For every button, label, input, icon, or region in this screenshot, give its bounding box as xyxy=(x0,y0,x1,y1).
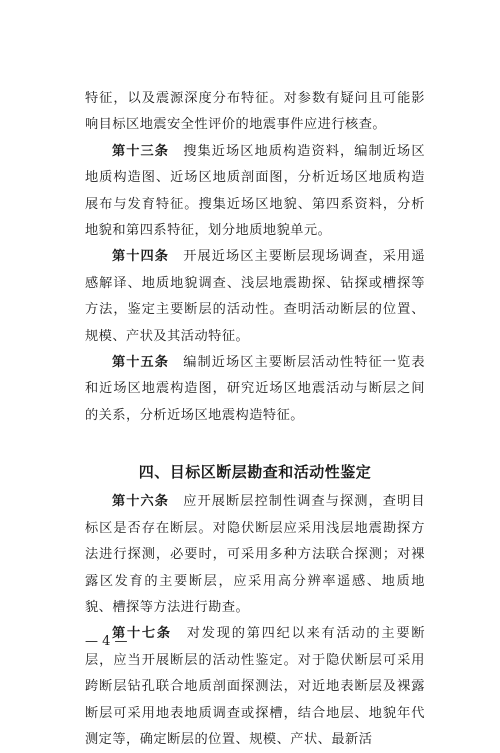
page-number: — 4 — xyxy=(85,634,128,649)
article-13 xyxy=(85,139,425,245)
paragraph-text: 应开展断层控制性调查与探测，查明目标区是否存在断层。对隐伏断层应采用浅层地震勘探方法进行探测，必要时，可采用多种方法联合探测；对裸露区发育的主要断层，应采用高分辨率遥感、地质地貌、槽探等方法进行勘查。 xyxy=(85,494,426,615)
paragraph-text: 编制近场区主要断层活动性特征一览表和近场区地震构造图，研究近场区地震活动与断层之间的关系，分析近场区地震构造特征。 xyxy=(85,355,426,423)
article-number: 第十三条 xyxy=(112,143,170,159)
paragraph-text: 特征，以及震源深度分布特征。对参数有疑问且可能影响目标区地震安全性评价的地震事件应进行核查。 xyxy=(85,91,425,133)
article-17 xyxy=(85,621,425,753)
paragraph-text: 开展近场区主要断层现场调查，采用遥感解译、地质地貌调查、浅层地震勘探、钻探或槽探等方法，鉴定主要断层的活动性。查明活动断层的位置、规模、产状及其活动特征。 xyxy=(85,249,426,344)
article-number: 第十七条 xyxy=(112,626,172,642)
article-16 xyxy=(85,489,425,621)
article-14 xyxy=(85,244,425,350)
article-number: 第十四条 xyxy=(112,249,170,265)
article-number: 第十六条 xyxy=(112,494,170,510)
article-15 xyxy=(85,350,425,429)
paragraph-text: 搜集近场区地质构造资料，编制近场区地质构造图、近场区地质剖面图，分析近场区地质构造展布与发育特征。搜集近场区地貌、第四系资料，分析地貌和第四系特征，划分地质地貌单元。 xyxy=(85,143,426,239)
paragraph-continuation xyxy=(85,86,425,139)
article-number: 第十五条 xyxy=(112,355,170,371)
document-body xyxy=(85,86,425,753)
paragraph-text: 对发现的第四纪以来有活动的主要断层，应当开展断层的活动性鉴定。对于隐伏断层可采用跨断层钻孔联合地质剖面探测法，对近地表断层及裸露断层可采用地表地质调查或探槽，结合地层、地貌年代测定等，确定断层的位置、规模、产状、最新活 xyxy=(85,626,426,747)
section-heading: 四、目标区断层勘查和活动性鉴定 xyxy=(138,463,372,482)
